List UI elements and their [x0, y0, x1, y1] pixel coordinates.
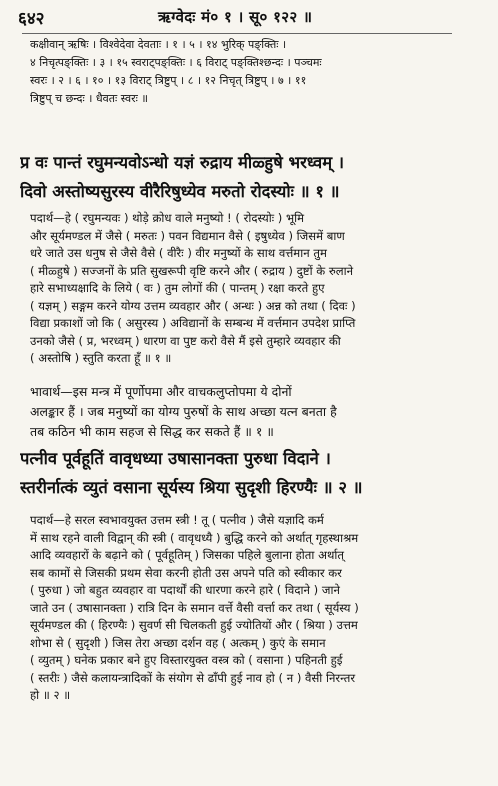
- metadata-line: त्रिष्टुप् च छन्दः । धैवतः स्वरः ॥: [30, 92, 148, 105]
- padartha-line: ( स्तरीः ) जैसे कलायन्त्रादिकों के संयोग से ढाँपी हुई नाव हो ( न ) वैसी निरन्तर: [30, 670, 356, 685]
- bhavartha-line: अलङ्कार हैं । जब मनुष्यों का योग्य पुरुषों के साथ अच्छा यत्न बनता है: [30, 404, 337, 419]
- padartha-line: पदार्थ—हे सरल स्वभावयुक्त उत्तम स्त्री ! तू ( पत्नीव ) जैसे यज्ञादि कर्म: [30, 513, 324, 527]
- padartha-line: में साथ रहने वाली विद्वान् की स्त्री ( वावृधध्यै ) बुद्धि करने को अर्थात् गृहस्थाश्रम: [30, 530, 359, 545]
- padartha-line: उनको जैसे ( प्र, भरध्वम् ) धारण वा पुष्ट करो वैसे मैं इसे तुम्हारे व्यवहार की: [30, 333, 341, 348]
- metadata-line: स्वरः । २ । ६ । १० । १३ विराट् त्रिष्टुप् । ८ । १२ निचृत् त्रिष्टुप् । ७ । ११: [30, 74, 307, 87]
- padartha-line: ( यज्ञम् ) सङ्गम करने योग्य उत्तम व्यवहार और ( अन्धः ) अन्न को तथा ( दिवः ): [30, 298, 356, 313]
- padartha-line: सब कामों से जिसकी प्रथम सेवा करनी होती उस अपने पति को स्वीकार कर: [30, 565, 342, 580]
- padartha-line: ( मीळ्हुषे ) सज्जनों के प्रति सुखरूपी वृष्टि करने और ( रुद्राय ) दुष्टों के रुलाने: [30, 263, 354, 278]
- padartha-line: विद्या प्रकाशों जो कि ( असुरस्य ) अविद्यानों के सम्बन्ध में वर्त्तमान उपदेश प्राप्ति: [30, 316, 356, 330]
- padartha-2: [30, 512, 484, 705]
- padartha-line: पदार्थ—हे ( रघुमन्यवः ) थोड़े क्रोध वाले मनुष्यो ! ( रोदस्योः ) भूमि: [30, 211, 305, 225]
- mantra-line: दिवो अस्तोष्यसुरस्य वीरैरिषुध्येव मरुतो रोदस्योः ॥ १ ॥: [20, 182, 340, 201]
- padartha-1: [30, 210, 484, 368]
- bhavartha-line: तब कठिन भी काम सहज से सिद्ध कर सकते हैं ॥ १ ॥: [30, 424, 274, 439]
- padartha-line: और सूर्यमण्डल में जैसे ( मरुतः ) पवन विद्यमान वैसे ( इषुध्येव ) जिसमें बाण: [30, 228, 345, 243]
- padartha-line: शोभा से ( सुदृशी ) जिस तेरा अच्छा दर्शन वह ( अत्कम् ) कुएं के समान: [30, 635, 326, 650]
- bhavartha-line: भावार्थ—इस मन्त्र में पूर्णोपमा और वाचकलुप्तोपमा ये दोनों: [30, 384, 292, 399]
- mantra-1: [20, 148, 488, 206]
- padartha-line: ( अस्तोषि ) स्तुति करता हूँ ॥ १ ॥: [30, 351, 172, 365]
- mantra-2: [20, 444, 488, 502]
- mantra-line: प्र वः पान्तं रघुमन्यवोऽन्धो यज्ञं रुद्राय मीळ्हुषे भरध्वम् ।: [20, 153, 345, 172]
- padartha-line: सूर्यमण्डल की ( हिरण्यैः ) सुवर्ण सी चिलकती हुई ज्योतियों और ( श्रिया ) उत्तम: [30, 618, 358, 632]
- mantra-line: स्तरीर्नात्कं व्युतं वसाना सूर्यस्य श्रिया सुदृशी हिरण्यैः ॥ २ ॥: [20, 478, 363, 497]
- padartha-line: आदि व्यवहारों के बढ़ाने को ( पूर्वहूतिम् ) जिसका पहिले बुलाना होता अर्थात्: [30, 548, 344, 562]
- padartha-line: हो ॥ २ ॥: [30, 688, 71, 702]
- padartha-line: हारे सभाध्यक्षादि के लिये ( वः ) तुम लोगों की ( पान्तम् ) रक्षा करते हुए: [30, 281, 325, 295]
- metadata-line: ४ निचृत्पङ्क्तिः । ३ । १५ स्वराट्पङ्क्तिः । ६ विराट् पङ्क्तिश्छन्दः । पञ्चमः: [30, 56, 322, 69]
- mantra-line: पत्नीव पूर्वहूतिं वावृधध्या उषासानक्ता पुरुधा विदाने ।: [20, 449, 331, 468]
- padartha-line: ( पुरुधा ) जो बहुत व्यवहार वा पदार्थों की धारणा करने हारे ( विदाने ) जाने: [30, 583, 340, 597]
- metadata-line: कक्षीवान् ऋषिः । विश्वेदेवा देवताः । १ । ५ । १४ भुरिक् पङ्क्तिः ।: [30, 38, 287, 51]
- page-number: ६४२: [18, 9, 45, 29]
- header-rule: [22, 33, 452, 34]
- page-header: [18, 6, 484, 32]
- bhavartha-1: [30, 382, 484, 442]
- padartha-line: धरे जाते उस धनुष से जैसे वैसे ( वीरैः ) वीर मनुष्यों के साथ वर्त्तमान तुम: [30, 246, 327, 260]
- running-title: ऋग्वेदः मं० १ । सू० १२२ ॥: [158, 8, 313, 26]
- padartha-line: जाते उन ( उषासानक्ता ) रात्रि दिन के समान वर्त्ते वैसी वर्त्ता कर तथा ( सूर्यस्य ): [30, 600, 359, 615]
- sukta-metadata: [30, 36, 484, 108]
- padartha-line: ( व्युतम् ) घनेक प्रकार बने हुए विस्तारयुक्त वस्त्र को ( वसाना ) पहिनती हुई: [30, 653, 343, 667]
